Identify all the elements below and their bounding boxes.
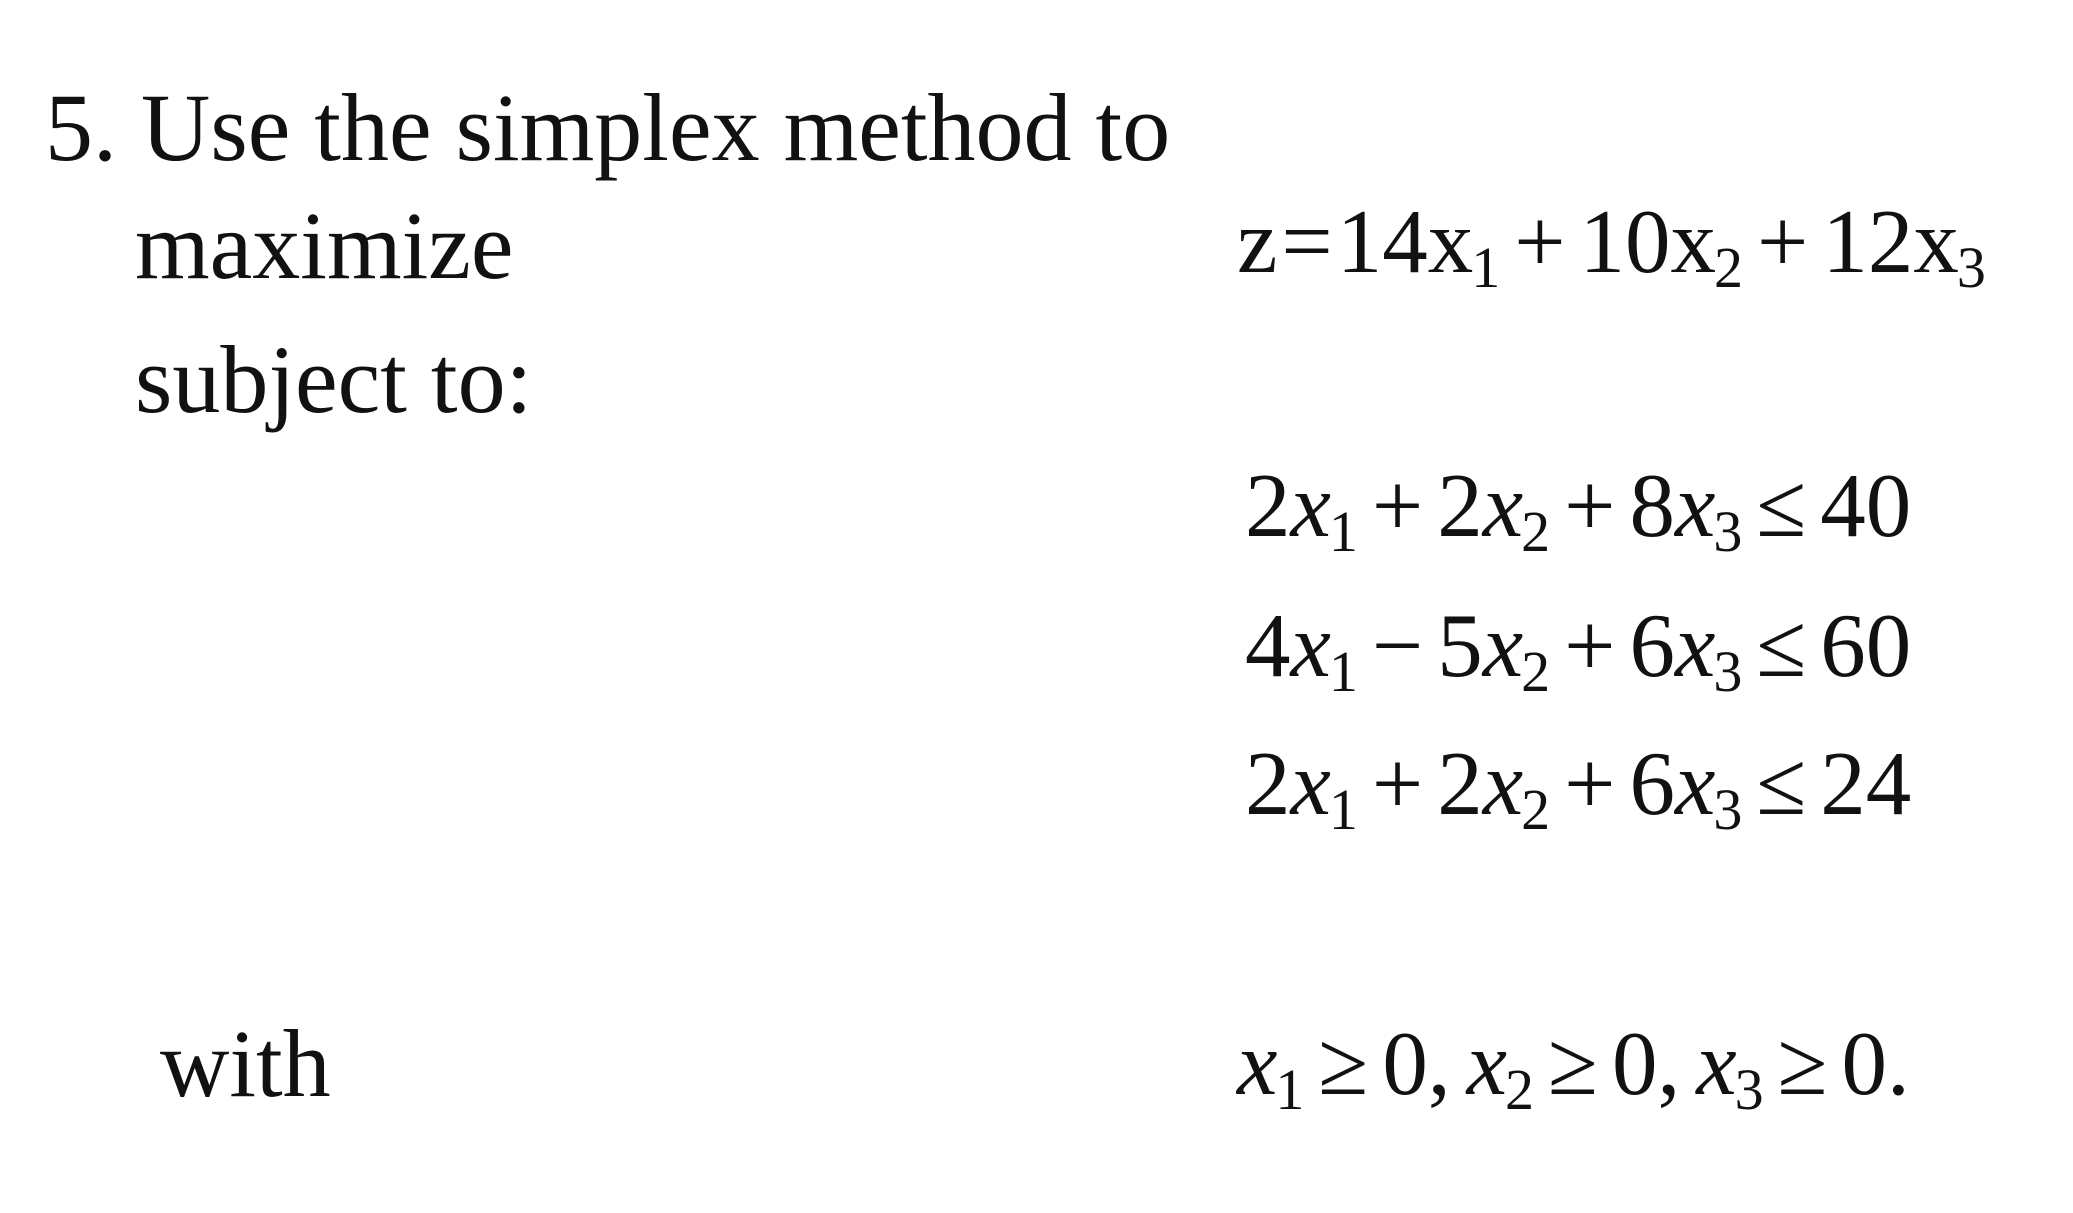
nonneg-3-var: x bbox=[1696, 1013, 1737, 1114]
nonneg-1-relation: ≥ bbox=[1318, 1013, 1369, 1114]
constraint-3-sub-2: 2 bbox=[1521, 776, 1551, 842]
constraint-1-var-3: x bbox=[1674, 455, 1716, 556]
constraint-1 bbox=[1245, 455, 1912, 564]
constraint-2-sub-1: 1 bbox=[1328, 638, 1358, 704]
constraint-2-sign-2: − bbox=[1371, 595, 1424, 696]
constraint-1-sub-2: 2 bbox=[1521, 498, 1551, 564]
nonneg-1-separator: , bbox=[1427, 1013, 1451, 1114]
constraint-2 bbox=[1245, 595, 1912, 704]
constraint-1-var-1: x bbox=[1290, 455, 1331, 556]
problem-instruction: Use the simplex method to bbox=[141, 74, 1171, 181]
problem-heading bbox=[45, 74, 1171, 181]
nonneg-2-sub: 2 bbox=[1504, 1056, 1534, 1122]
objective-term-3-var: x bbox=[1913, 191, 1959, 292]
constraint-2-relation: ≤ bbox=[1756, 595, 1807, 696]
objective-term-2-sub: 2 bbox=[1714, 234, 1744, 300]
objective-eq: = bbox=[1281, 191, 1333, 292]
nonneg-2-separator: , bbox=[1657, 1013, 1681, 1114]
constraint-3-coef-2: 2 bbox=[1437, 733, 1483, 834]
constraint-3-var-1: x bbox=[1290, 733, 1331, 834]
objective-term-1-sub: 1 bbox=[1471, 234, 1501, 300]
with-label: with bbox=[160, 1010, 331, 1117]
constraint-2-var-2: x bbox=[1482, 595, 1524, 696]
objective-term-2-var: x bbox=[1670, 191, 1717, 292]
nonneg-2-var: x bbox=[1466, 1013, 1507, 1114]
objective-sign-3: + bbox=[1757, 191, 1809, 292]
constraint-3-rhs: 24 bbox=[1820, 733, 1912, 834]
constraint-3-coef-3: 6 bbox=[1629, 733, 1675, 834]
constraint-1-sub-1: 1 bbox=[1328, 498, 1358, 564]
constraint-1-coef-3: 8 bbox=[1629, 455, 1675, 556]
constraint-1-var-2: x bbox=[1482, 455, 1524, 556]
constraint-3-var-3: x bbox=[1674, 733, 1716, 834]
nonnegativity-conditions bbox=[1237, 1013, 1910, 1122]
constraint-1-sign-2: + bbox=[1371, 455, 1424, 556]
nonneg-3-separator: . bbox=[1887, 1013, 1910, 1114]
objective-term-3-coef: 12 bbox=[1822, 191, 1914, 292]
constraint-2-sub-2: 2 bbox=[1521, 638, 1551, 704]
objective-term-1-var: x bbox=[1427, 191, 1474, 292]
nonneg-1-rhs: 0 bbox=[1382, 1013, 1428, 1114]
constraint-2-sign-3: + bbox=[1564, 595, 1616, 696]
constraint-2-sub-3: 3 bbox=[1713, 638, 1743, 704]
nonneg-2-rhs: 0 bbox=[1611, 1013, 1658, 1114]
constraint-1-coef-2: 2 bbox=[1437, 455, 1483, 556]
nonneg-1-sub: 1 bbox=[1275, 1056, 1305, 1122]
constraint-3-relation: ≤ bbox=[1756, 733, 1807, 834]
constraint-1-rhs: 40 bbox=[1820, 455, 1912, 556]
constraint-3-sub-3: 3 bbox=[1713, 776, 1743, 842]
problem-number: 5. bbox=[45, 74, 117, 181]
constraint-3-sub-1: 1 bbox=[1328, 776, 1358, 842]
subject-to-label: subject to: bbox=[135, 326, 533, 433]
constraint-3-sign-3: + bbox=[1564, 733, 1616, 834]
constraint-2-var-1: x bbox=[1290, 595, 1331, 696]
constraint-2-coef-2: 5 bbox=[1437, 595, 1483, 696]
constraint-2-coef-1: 4 bbox=[1245, 595, 1291, 696]
constraint-2-coef-3: 6 bbox=[1629, 595, 1675, 696]
constraint-1-sign-3: + bbox=[1564, 455, 1616, 556]
constraint-1-relation: ≤ bbox=[1756, 455, 1807, 556]
maximize-label: maximize bbox=[135, 192, 514, 299]
constraint-1-coef-1: 2 bbox=[1245, 455, 1291, 556]
constraint-2-var-3: x bbox=[1674, 595, 1716, 696]
nonneg-2-relation: ≥ bbox=[1547, 1013, 1598, 1114]
constraint-3 bbox=[1245, 733, 1912, 842]
constraint-2-rhs: 60 bbox=[1820, 595, 1912, 696]
nonneg-3-relation: ≥ bbox=[1777, 1013, 1828, 1114]
objective-term-3-sub: 3 bbox=[1956, 234, 1986, 300]
nonneg-1-var: x bbox=[1237, 1013, 1278, 1114]
constraint-1-sub-3: 3 bbox=[1713, 498, 1743, 564]
constraint-3-sign-2: + bbox=[1371, 733, 1424, 834]
objective-term-1-coef: 14 bbox=[1336, 191, 1428, 292]
nonneg-3-sub: 3 bbox=[1734, 1056, 1764, 1122]
nonneg-3-rhs: 0 bbox=[1841, 1013, 1888, 1114]
objective-sign-2: + bbox=[1514, 191, 1566, 292]
objective-function bbox=[1237, 191, 1986, 300]
objective-lhs: z bbox=[1237, 191, 1278, 292]
objective-term-2-coef: 10 bbox=[1579, 191, 1671, 292]
constraint-3-coef-1: 2 bbox=[1245, 733, 1291, 834]
constraint-3-var-2: x bbox=[1482, 733, 1524, 834]
